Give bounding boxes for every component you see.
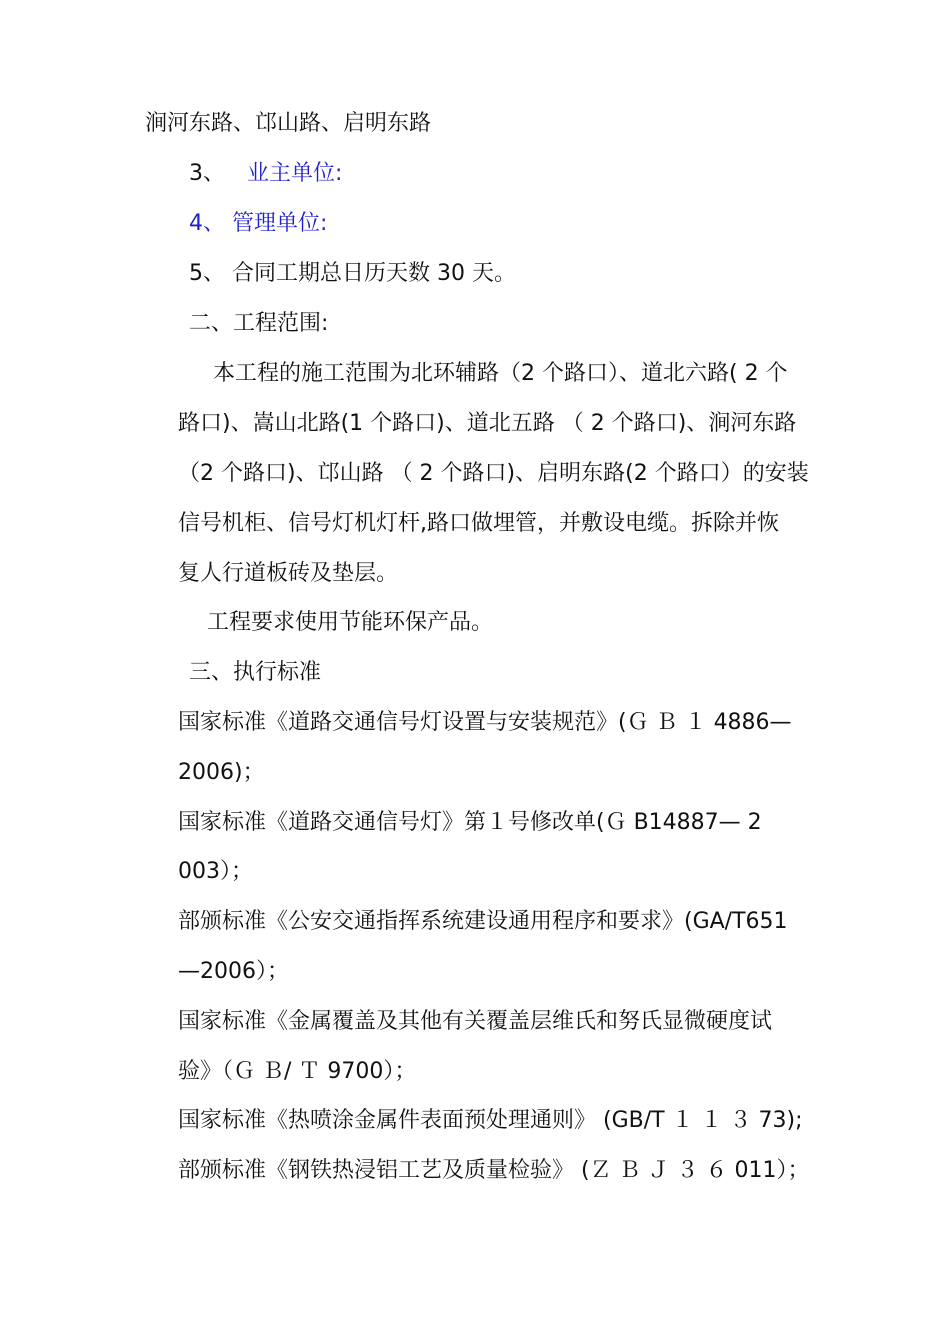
standard-line: 验》（Ｇ Ｂ/ Ｔ 9700）； <box>178 1059 417 1084</box>
item-3-number: 3、 <box>189 161 225 186</box>
standard-line: 2006)； <box>178 760 265 785</box>
scope-paragraph-line: 路口)、嵩山北路(1 个路口)、道北五路 （ 2 个路口)、涧河东路 <box>178 411 797 436</box>
section-2-heading: 二、工程范围: <box>189 311 329 336</box>
standard-line: 国家标准《金属覆盖及其他有关覆盖层维氏和努氏显微硬度试 <box>178 1009 773 1034</box>
scope-paragraph-line: （2 个路口)、邙山路 （ 2 个路口)、启明东路(2 个路口）的安装 <box>178 461 809 486</box>
standard-line: 部颁标准《钢铁热浸铝工艺及质量检验》 (Ｚ Ｂ Ｊ ３ ６ 011）； <box>178 1158 810 1183</box>
item-3-owner-label: 业主单位: <box>247 161 343 186</box>
road-list-line: 涧河东路、邙山路、启明东路 <box>145 111 432 136</box>
scope-paragraph-line: 信号机柜、信号灯机灯杆,路口做埋管，并敷设电缆。拆除并恢 <box>178 511 779 536</box>
scope-paragraph-line: 本工程的施工范围为北环辅路（2 个路口）、道北六路( 2 个 <box>213 361 788 386</box>
standard-line: 部颁标准《公安交通指挥系统建设通用程序和要求》(GA/T651 <box>178 909 788 934</box>
section-3-heading: 三、执行标准 <box>189 660 322 685</box>
standard-line: 国家标准《道路交通信号灯》第１号修改单(Ｇ B14887— 2 <box>178 810 762 835</box>
standard-line: —2006）； <box>178 959 289 984</box>
item-5-contract-period: 5、 合同工期总日历天数 30 天。 <box>189 261 516 286</box>
scope-paragraph-line: 复人行道板砖及垫层。 <box>178 561 399 586</box>
eco-requirement: 工程要求使用节能环保产品。 <box>207 610 494 635</box>
standard-line: 国家标准《热喷涂金属件表面预处理通则》 (GB/T １ １ ３ 73); <box>178 1108 803 1133</box>
item-4-manager-label: 管理单位: <box>232 211 328 236</box>
item-4-number: 4、 <box>189 211 225 236</box>
standard-line: 003）； <box>178 859 253 884</box>
standard-line: 国家标准《道路交通信号灯设置与安装规范》(Ｇ Ｂ １ 4886— <box>178 710 792 735</box>
